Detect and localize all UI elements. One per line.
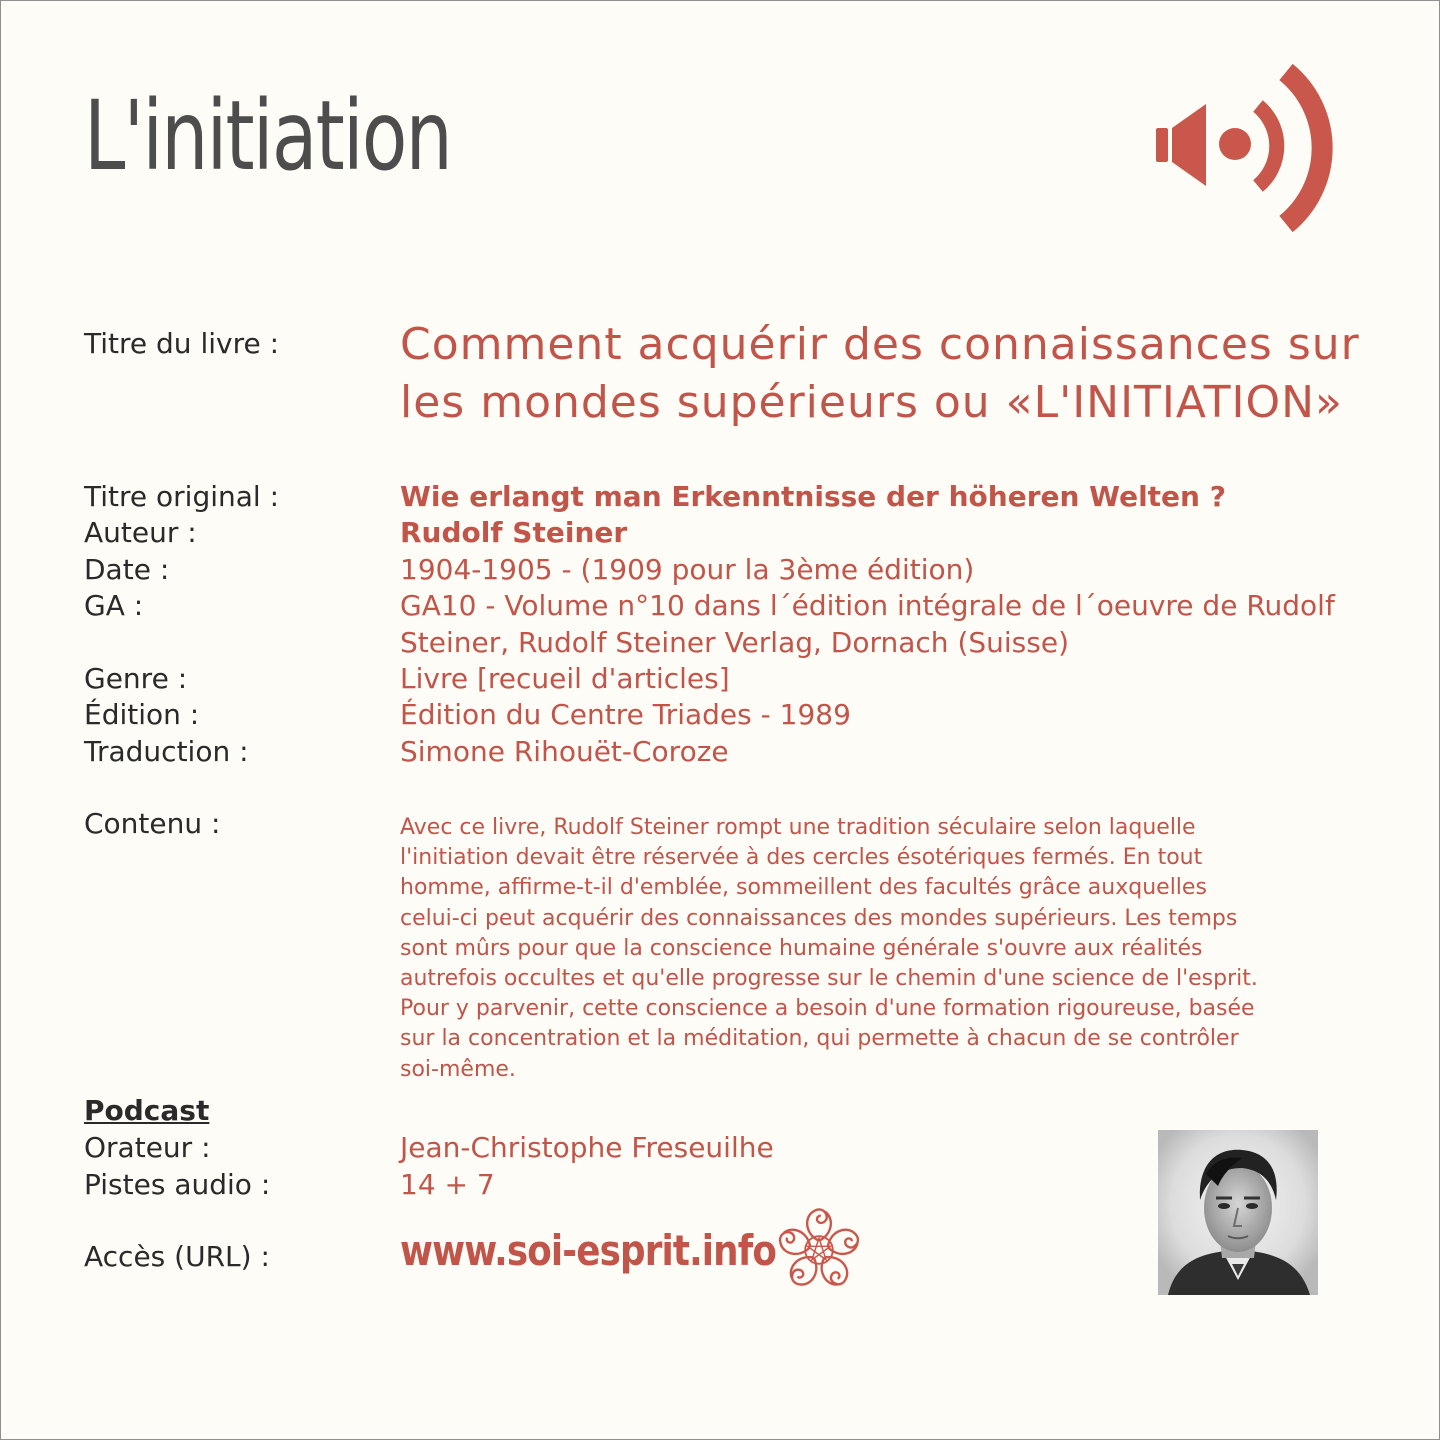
content-line: celui-ci peut acquérir des connaissances des mondes supérieurs. Les temps [400, 905, 1238, 931]
original-title-label: Titre original : [84, 480, 280, 513]
speaker-sound-icon[interactable] [1150, 64, 1340, 236]
content-line: sur la concentration et la méditation, qui permette à chacun de se contrôler [400, 1026, 1239, 1052]
content-line: Avec ce livre, Rudolf Steiner rompt une tradition séculaire selon laquelle [400, 815, 1196, 840]
translation-value: Simone Rihouët-Coroze [400, 735, 729, 768]
content-line: homme, affirme-t-il d'emblée, sommeillent des facultés grâce auxquelles [400, 875, 1207, 901]
edition-label: Édition : [84, 698, 200, 731]
date-value: 1904-1905 - (1909 pour la 3ème édition) [400, 553, 975, 586]
author-portrait [1158, 1130, 1318, 1295]
podcast-heading: Podcast [84, 1094, 210, 1127]
date-label: Date : [84, 553, 170, 586]
original-title-value: Wie erlangt man Erkenntnisse der höheren Welten ? [400, 480, 1226, 513]
speaker-label: Orateur : [84, 1131, 211, 1164]
content-line: Pour y parvenir, cette conscience a besoin d'une formation rigoureuse, basée [400, 996, 1255, 1022]
ga-value-line-1: GA10 - Volume n°10 dans l´édition intégrale de l´oeuvre de Rudolf [400, 589, 1335, 622]
tracks-value: 14 + 7 [400, 1168, 495, 1201]
content-line: soi-même. [400, 1056, 516, 1082]
book-title-label: Titre du livre : [84, 327, 280, 360]
content-line: autrefois occultes et qu'elle progresse sur le chemin d'une science de l'esprit. [400, 966, 1258, 992]
ga-value-line-2: Steiner, Rudolf Steiner Verlag, Dornach (Suisse) [400, 625, 1070, 659]
ga-value [400, 588, 1335, 661]
content-label: Contenu : [84, 807, 221, 840]
content-line: sont mûrs pour que la conscience humaine générale s'ouvre aux réalités [400, 935, 1203, 961]
book-title [400, 316, 1400, 432]
speaker-value: Jean-Christophe Freseuilhe [400, 1131, 774, 1164]
page-title: L'initiation [84, 80, 452, 192]
edition-value: Édition du Centre Triades - 1989 [400, 698, 851, 731]
content-line: l'initiation devait être réservée à des cercles ésotériques fermés. En tout [400, 845, 1203, 871]
translation-label: Traduction : [84, 735, 249, 768]
rosette-emblem-icon [773, 1204, 865, 1296]
content-text [400, 813, 1320, 1085]
website-link[interactable]: www.soi-esprit.info [400, 1226, 777, 1275]
tracks-label: Pistes audio : [84, 1168, 271, 1201]
author-value: Rudolf Steiner [400, 516, 628, 549]
genre-label: Genre : [84, 662, 188, 695]
genre-value: Livre [recueil d'articles] [400, 662, 730, 695]
book-title-line-2: les mondes supérieurs ou «L'INITIATION» [400, 377, 1343, 428]
ga-label: GA : [84, 589, 144, 622]
url-label: Accès (URL) : [84, 1240, 270, 1273]
author-label: Auteur : [84, 516, 197, 549]
book-title-line-1: Comment acquérir des connaissances sur [400, 319, 1360, 370]
